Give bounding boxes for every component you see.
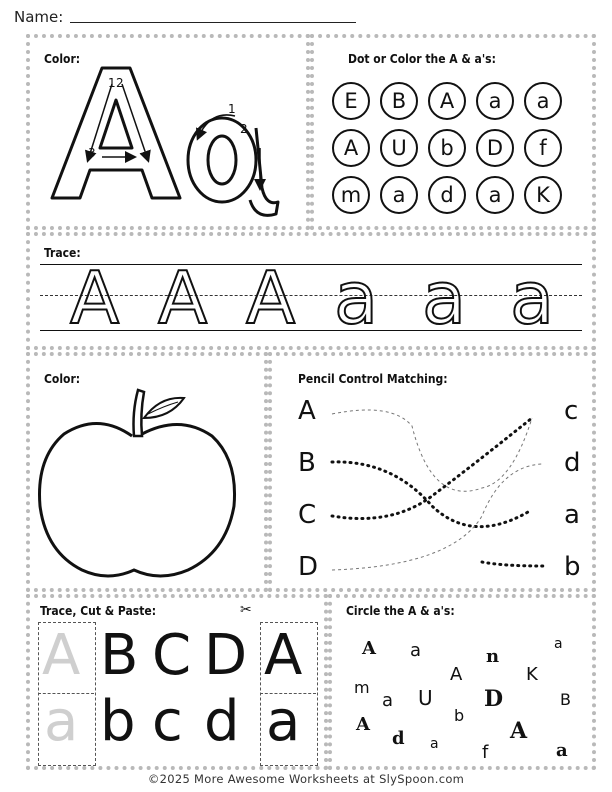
- scissors-icon: ✂: [240, 602, 252, 618]
- matching-paths: [272, 356, 592, 588]
- match-left-letter: A: [298, 396, 316, 426]
- match-right-letter: a: [564, 500, 580, 530]
- match-left-letter: C: [298, 500, 317, 530]
- circle-candidate-letter: A: [510, 718, 528, 744]
- circle-candidate-letter: f: [482, 742, 489, 763]
- panel-color-letter: [26, 34, 310, 230]
- cut-letter-upper: B: [100, 623, 139, 688]
- trace-dotted-letter: a: [422, 256, 467, 340]
- dot-circle: U: [380, 129, 418, 167]
- circle-candidate-letter: a: [382, 690, 394, 711]
- dot-circle: a: [380, 176, 418, 214]
- panel-circle-letters: [328, 594, 596, 770]
- circle-candidate-letter: A: [362, 638, 376, 659]
- dot-circle: B: [380, 82, 418, 120]
- stroke-number: 3: [88, 146, 96, 160]
- circle-candidate-letter: A: [450, 664, 463, 685]
- dot-circle: K: [524, 176, 562, 214]
- panel-title: Color:: [44, 372, 81, 386]
- stroke-number: 1: [228, 102, 236, 116]
- panel-title: Trace:: [44, 246, 81, 260]
- trace-dotted-letter: a: [334, 256, 379, 340]
- panel-dot-color: [310, 34, 596, 230]
- name-line: [70, 22, 356, 23]
- trace-letter-lower: a: [44, 689, 79, 754]
- circle-candidate-letter: K: [526, 664, 538, 685]
- trace-top-line: [40, 264, 582, 265]
- paste-letter-upper: A: [264, 623, 303, 688]
- match-left-letter: B: [298, 448, 316, 478]
- match-right-letter: b: [564, 552, 581, 582]
- panel-title: Trace, Cut & Paste:: [40, 604, 157, 618]
- dot-circle: A: [332, 129, 370, 167]
- trace-dotted-letter: A: [158, 256, 208, 340]
- dot-circle: a: [476, 82, 514, 120]
- match-left-letter: D: [298, 552, 319, 582]
- footer-text: ©2025 More Awesome Worksheets at SlySpoon.com: [147, 772, 465, 786]
- big-letters-outline: [30, 38, 306, 226]
- circle-candidate-letter: a: [410, 640, 422, 661]
- dot-circle: m: [332, 176, 370, 214]
- trace-dotted-letter: a: [510, 256, 555, 340]
- circle-candidate-letter: n: [486, 646, 500, 667]
- cut-letter-upper: D: [204, 623, 248, 688]
- cut-letter-upper: C: [152, 623, 192, 688]
- stroke-number: 2: [116, 76, 124, 90]
- cut-letter-lower: c: [152, 689, 183, 754]
- circle-candidate-letter: a: [430, 736, 439, 752]
- panel-title: Color:: [44, 52, 81, 66]
- panel-matching: [268, 352, 596, 592]
- panel-color-apple: [26, 352, 268, 592]
- circle-candidate-letter: a: [556, 740, 568, 761]
- trace-mid-line: [40, 295, 582, 296]
- circle-letters-field: [332, 598, 592, 766]
- dot-circle: f: [524, 129, 562, 167]
- panel-title: Pencil Control Matching:: [298, 372, 448, 386]
- circle-candidate-letter: U: [418, 686, 433, 710]
- dot-circle: A: [428, 82, 466, 120]
- panel-title: Circle the A & a's:: [346, 604, 455, 618]
- dot-circle: E: [332, 82, 370, 120]
- trace-dotted-letter: A: [246, 256, 296, 340]
- dot-circle: d: [428, 176, 466, 214]
- apple-outline: [30, 356, 264, 588]
- circle-candidate-letter: B: [560, 690, 571, 709]
- trace-letter-upper: A: [42, 623, 81, 688]
- stroke-number: 2: [240, 122, 248, 136]
- dot-circle: b: [428, 129, 466, 167]
- circle-candidate-letter: d: [392, 728, 405, 749]
- dot-circle: a: [524, 82, 562, 120]
- paste-letter-lower: a: [266, 689, 301, 754]
- match-right-letter: c: [564, 396, 579, 426]
- circle-candidate-letter: b: [454, 706, 465, 725]
- circle-candidate-letter: D: [484, 686, 504, 712]
- panel-title: Dot or Color the A & a's:: [348, 52, 496, 66]
- match-right-letter: d: [564, 448, 581, 478]
- panel-cut-paste: [26, 594, 328, 770]
- name-label: Name:: [14, 8, 64, 26]
- circle-candidate-letter: A: [356, 714, 370, 735]
- cut-letter-lower: d: [204, 689, 240, 754]
- circle-candidate-letter: m: [354, 678, 370, 697]
- trace-base-line: [40, 330, 582, 331]
- circle-candidate-letter: a: [554, 636, 563, 652]
- dot-circle: a: [476, 176, 514, 214]
- cut-letter-lower: b: [100, 689, 136, 754]
- panel-trace: [26, 232, 596, 350]
- stroke-number: 1: [108, 76, 116, 90]
- dot-circle: D: [476, 129, 514, 167]
- trace-dotted-letter: A: [70, 256, 120, 340]
